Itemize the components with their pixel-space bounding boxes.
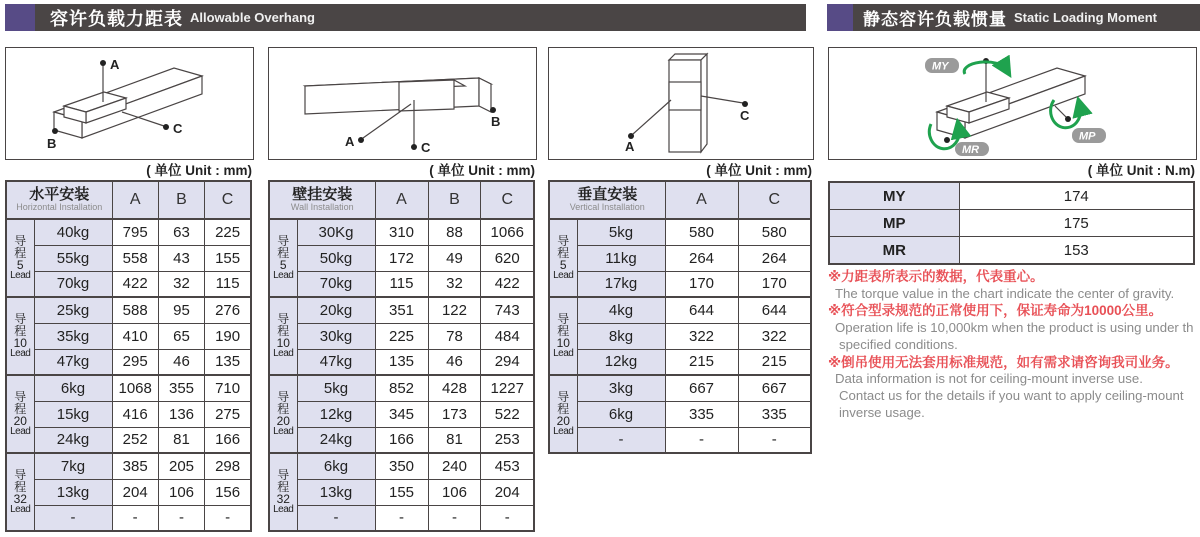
value-cell: 153 xyxy=(959,237,1194,265)
load-cell: 25kg xyxy=(34,297,112,323)
table-row xyxy=(829,237,1194,265)
point-c-dot xyxy=(411,144,417,150)
unit-label-mm: ( 单位 Unit : mm) xyxy=(429,163,535,178)
value-cell: 453 xyxy=(481,453,534,479)
value-cell: 95 xyxy=(158,297,204,323)
table-row xyxy=(269,271,534,297)
unit-label-mm: ( 单位 Unit : mm) xyxy=(706,163,812,178)
value-cell: 295 xyxy=(112,349,158,375)
note-en: Data information is not for ceiling-mount inverse use. xyxy=(835,371,1143,387)
wall-installation-table-wrap xyxy=(268,180,535,532)
section-title-cn: 静态容许负载惯量 xyxy=(863,10,1007,29)
lead-cell-line: 5 xyxy=(279,258,287,273)
column-header-a: A xyxy=(375,181,428,219)
lead-cell-line: 程 xyxy=(277,401,290,416)
lead-cell-line: 20 xyxy=(276,414,290,429)
table-row xyxy=(6,401,251,427)
column-header-c: C xyxy=(205,181,251,219)
value-cell: 253 xyxy=(481,427,534,453)
lead-cell-line: Lead xyxy=(10,504,31,516)
value-cell: - xyxy=(665,427,738,453)
table-row xyxy=(549,427,811,453)
table-row xyxy=(269,219,534,245)
installation-title-en: Wall Installation xyxy=(290,202,354,213)
label-a: A xyxy=(345,134,355,149)
value-cell: 355 xyxy=(158,375,204,401)
value-cell: 135 xyxy=(375,349,428,375)
table-row xyxy=(549,297,811,323)
value-cell: 32 xyxy=(428,271,481,297)
column-header-c: C xyxy=(738,181,811,219)
value-cell: 345 xyxy=(375,401,428,427)
value-cell: 264 xyxy=(738,245,811,271)
point-a-dot xyxy=(100,60,106,66)
value-cell: 225 xyxy=(375,323,428,349)
value-cell: 122 xyxy=(428,297,481,323)
label-c: C xyxy=(740,108,750,123)
installation-title-en: Horizontal Installation xyxy=(16,202,103,213)
value-cell: 310 xyxy=(375,219,428,245)
value-cell: - xyxy=(158,505,204,531)
value-cell: 106 xyxy=(158,479,204,505)
value-cell: 350 xyxy=(375,453,428,479)
note-en: specified conditions. xyxy=(839,336,958,352)
static-loading-moment-table-wrap xyxy=(828,181,1195,265)
load-cell: 15kg xyxy=(34,401,112,427)
label-b: B xyxy=(491,114,501,129)
load-cell: 47kg xyxy=(34,349,112,375)
load-cell: 40kg xyxy=(34,219,112,245)
table-row xyxy=(6,297,251,323)
value-cell: - xyxy=(112,505,158,531)
value-cell: 795 xyxy=(112,219,158,245)
lead-cell-line: 程 xyxy=(14,245,27,260)
mr-axis-dot xyxy=(944,137,950,143)
label-a: A xyxy=(625,139,635,154)
value-cell: - xyxy=(375,505,428,531)
load-cell: 50kg xyxy=(297,245,375,271)
load-cell: 47kg xyxy=(297,349,375,375)
load-cell: 70kg xyxy=(34,271,112,297)
table-row xyxy=(6,453,251,479)
value-cell: 667 xyxy=(738,375,811,401)
table-row xyxy=(269,323,534,349)
moment-label-cell: MP xyxy=(829,210,959,237)
vertical-installation-diagram xyxy=(548,47,814,160)
value-cell: 240 xyxy=(428,453,481,479)
value-cell: 204 xyxy=(112,479,158,505)
lead-group-cell xyxy=(549,297,577,375)
table-row xyxy=(549,245,811,271)
note-en: Operation life is 10,000km when the product is using under th xyxy=(835,319,1194,335)
value-cell: 155 xyxy=(205,245,251,271)
static-loading-moment-table xyxy=(828,181,1195,265)
lead-cell-line: 程 xyxy=(14,401,27,416)
lead-cell-line: 导 xyxy=(277,467,290,482)
lead-cell-line: 5 xyxy=(16,258,24,273)
column-header-b: B xyxy=(428,181,481,219)
value-cell: 710 xyxy=(205,375,251,401)
load-cell: 4kg xyxy=(577,297,665,323)
value-cell: 276 xyxy=(205,297,251,323)
header-accent-square xyxy=(827,4,853,31)
label-b: B xyxy=(47,136,57,151)
value-cell: 667 xyxy=(665,375,738,401)
value-cell: 422 xyxy=(112,271,158,297)
installation-title-cell xyxy=(6,181,112,219)
value-cell: 264 xyxy=(665,245,738,271)
value-cell: 204 xyxy=(481,479,534,505)
column-header-a: A xyxy=(112,181,158,219)
load-cell: 6kg xyxy=(577,401,665,427)
value-cell: 322 xyxy=(738,323,811,349)
value-cell: 428 xyxy=(428,375,481,401)
value-cell: - xyxy=(481,505,534,531)
table-header-row xyxy=(6,181,251,219)
value-cell: 588 xyxy=(112,297,158,323)
load-cell: - xyxy=(297,505,375,531)
lead-cell-line: 10 xyxy=(13,336,27,351)
lead-cell-line: Lead xyxy=(10,348,31,360)
lead-group-cell xyxy=(269,219,297,297)
lead-cell-line: 导 xyxy=(557,389,570,404)
point-b-dot xyxy=(490,107,496,113)
horizontal-installation-diagram xyxy=(5,47,254,160)
table-row xyxy=(6,427,251,453)
value-cell: 335 xyxy=(665,401,738,427)
lead-group-cell xyxy=(269,297,297,375)
table-row xyxy=(269,297,534,323)
value-cell: 49 xyxy=(428,245,481,271)
table-row xyxy=(6,505,251,531)
lead-cell-line: 导 xyxy=(277,311,290,326)
table-row xyxy=(549,349,811,375)
lead-cell-line: 导 xyxy=(14,389,27,404)
load-cell: 30Kg xyxy=(297,219,375,245)
unit-label-nm: ( 单位 Unit : N.m) xyxy=(1087,163,1195,178)
value-cell: 416 xyxy=(112,401,158,427)
load-cell: 3kg xyxy=(577,375,665,401)
installation-title-cn: 垂直安装 xyxy=(577,185,638,203)
value-cell: 215 xyxy=(665,349,738,375)
column-header-c: C xyxy=(481,181,534,219)
table-row xyxy=(549,219,811,245)
value-cell: 215 xyxy=(738,349,811,375)
load-cell: 20kg xyxy=(297,297,375,323)
lead-cell-line: 32 xyxy=(276,492,290,507)
value-cell: 275 xyxy=(205,401,251,427)
table-row xyxy=(269,479,534,505)
load-cell: 8kg xyxy=(577,323,665,349)
note-en: inverse usage. xyxy=(839,405,925,421)
column-header-b: B xyxy=(158,181,204,219)
header-accent-square xyxy=(5,4,35,31)
value-cell: 172 xyxy=(375,245,428,271)
load-cell: 35kg xyxy=(34,323,112,349)
lead-cell-line: 5 xyxy=(559,258,567,273)
value-cell: 410 xyxy=(112,323,158,349)
table-row xyxy=(269,349,534,375)
value-cell: 484 xyxy=(481,323,534,349)
load-cell: 11kg xyxy=(577,245,665,271)
lead-cell-line: 10 xyxy=(276,336,290,351)
value-cell: 190 xyxy=(205,323,251,349)
value-cell: 43 xyxy=(158,245,204,271)
column-header-a: A xyxy=(665,181,738,219)
lead-cell-line: 32 xyxy=(13,492,27,507)
note-cn: ※倒吊使用无法套用标准规范，如有需求请咨询我司业务。 xyxy=(828,354,1179,370)
lead-cell-line: Lead xyxy=(273,270,294,282)
load-cell: 24kg xyxy=(34,427,112,453)
section-title-en: Static Loading Moment xyxy=(1014,10,1157,25)
lead-cell-line: 20 xyxy=(556,414,570,429)
value-cell: 78 xyxy=(428,323,481,349)
lead-group-cell xyxy=(549,375,577,453)
installation-title-cn: 水平安装 xyxy=(29,185,90,203)
note-cn: ※力距表所表示的数据，代表重心。 xyxy=(828,269,1044,284)
lead-group-cell xyxy=(269,453,297,531)
value-cell: 166 xyxy=(205,427,251,453)
label-a: A xyxy=(110,57,120,72)
lead-group-cell xyxy=(269,375,297,453)
point-b-dot xyxy=(52,128,58,134)
value-cell: 106 xyxy=(428,479,481,505)
table-row xyxy=(829,182,1194,210)
lead-cell-line: Lead xyxy=(553,348,574,360)
table-row xyxy=(6,245,251,271)
load-cell: 24kg xyxy=(297,427,375,453)
value-cell: 1227 xyxy=(481,375,534,401)
label-mp: MP xyxy=(1079,130,1096,143)
mp-axis-dot xyxy=(1065,116,1071,122)
load-cell: - xyxy=(577,427,665,453)
value-cell: 205 xyxy=(158,453,204,479)
lead-cell-line: 10 xyxy=(556,336,570,351)
table-row xyxy=(6,479,251,505)
rail-vertical-drawing xyxy=(549,48,811,157)
value-cell: 351 xyxy=(375,297,428,323)
value-cell: 1066 xyxy=(481,219,534,245)
label-c: C xyxy=(421,140,431,155)
value-cell: 852 xyxy=(375,375,428,401)
lead-cell-line: 导 xyxy=(14,467,27,482)
lead-group-cell xyxy=(6,453,34,531)
table-row xyxy=(549,271,811,297)
value-cell: 136 xyxy=(158,401,204,427)
value-cell: 294 xyxy=(481,349,534,375)
moment-label-cell: MY xyxy=(829,182,959,210)
load-cell: - xyxy=(34,505,112,531)
value-cell: 81 xyxy=(428,427,481,453)
value-cell: 422 xyxy=(481,271,534,297)
vertical-installation-table-wrap xyxy=(548,180,812,454)
value-cell: 46 xyxy=(428,349,481,375)
value-cell: 88 xyxy=(428,219,481,245)
value-cell: 32 xyxy=(158,271,204,297)
value-cell: 1068 xyxy=(112,375,158,401)
value-cell: 170 xyxy=(665,271,738,297)
table-row xyxy=(269,401,534,427)
point-c-dot xyxy=(742,101,748,107)
lead-cell-line: 程 xyxy=(277,323,290,338)
value-cell: 155 xyxy=(375,479,428,505)
value-cell: 115 xyxy=(205,271,251,297)
table-row xyxy=(6,323,251,349)
section-header-allowable-overhang xyxy=(5,4,806,31)
value-cell: 522 xyxy=(481,401,534,427)
load-cell: 12kg xyxy=(577,349,665,375)
value-cell: 166 xyxy=(375,427,428,453)
wall-installation-table xyxy=(268,180,535,532)
value-cell: - xyxy=(738,427,811,453)
load-cell: 6kg xyxy=(34,375,112,401)
table-header-row xyxy=(269,181,534,219)
label-mr: MR xyxy=(962,144,980,156)
unit-label-mm: ( 单位 Unit : mm) xyxy=(146,163,252,178)
table-row xyxy=(829,210,1194,237)
table-row xyxy=(6,349,251,375)
value-cell: - xyxy=(428,505,481,531)
installation-title-cell xyxy=(269,181,375,219)
value-cell: 620 xyxy=(481,245,534,271)
section-title-cn: 容许负载力距表 xyxy=(50,8,183,29)
rail-isometric-drawing xyxy=(6,48,251,157)
lead-cell-line: 导 xyxy=(557,311,570,326)
installation-title-cn: 壁挂安装 xyxy=(292,185,353,203)
lead-cell-line: 导 xyxy=(277,233,290,248)
label-my: MY xyxy=(932,60,949,73)
load-cell: 17kg xyxy=(577,271,665,297)
value-cell: - xyxy=(205,505,251,531)
value-cell: 558 xyxy=(112,245,158,271)
value-cell: 65 xyxy=(158,323,204,349)
load-cell: 13kg xyxy=(34,479,112,505)
lead-cell-line: 程 xyxy=(14,323,27,338)
value-cell: 46 xyxy=(158,349,204,375)
lead-cell-line: Lead xyxy=(273,504,294,516)
value-cell: 173 xyxy=(428,401,481,427)
section-title-en: Allowable Overhang xyxy=(190,10,315,25)
installation-title-en: Vertical Installation xyxy=(569,202,645,213)
value-cell: 175 xyxy=(959,210,1194,237)
value-cell: 170 xyxy=(738,271,811,297)
value-cell: 335 xyxy=(738,401,811,427)
lead-cell-line: 程 xyxy=(277,479,290,494)
value-cell: 580 xyxy=(665,219,738,245)
table-row xyxy=(269,427,534,453)
table-row xyxy=(6,219,251,245)
note-en: Contact us for the details if you want to apply ceiling-mount xyxy=(839,388,1184,404)
table-row xyxy=(269,245,534,271)
rail-side-drawing xyxy=(269,48,534,157)
load-cell: 12kg xyxy=(297,401,375,427)
horizontal-installation-table-wrap xyxy=(5,180,252,532)
point-a-dot xyxy=(358,137,364,143)
value-cell: 252 xyxy=(112,427,158,453)
load-cell: 5kg xyxy=(577,219,665,245)
value-cell: 135 xyxy=(205,349,251,375)
lead-group-cell xyxy=(549,219,577,297)
value-cell: 298 xyxy=(205,453,251,479)
lead-cell-line: 导 xyxy=(14,233,27,248)
load-cell: 5kg xyxy=(297,375,375,401)
lead-cell-line: 导 xyxy=(557,233,570,248)
lead-cell-line: Lead xyxy=(553,270,574,282)
load-cell: 30kg xyxy=(297,323,375,349)
lead-group-cell xyxy=(6,375,34,453)
table-row xyxy=(549,323,811,349)
value-cell: 225 xyxy=(205,219,251,245)
horizontal-installation-table xyxy=(5,180,252,532)
lead-cell-line: 导 xyxy=(14,311,27,326)
lead-cell-line: 程 xyxy=(14,479,27,494)
rail-moment-drawing xyxy=(829,48,1194,157)
value-cell: 743 xyxy=(481,297,534,323)
lead-cell-line: 程 xyxy=(557,323,570,338)
lead-cell-line: 导 xyxy=(277,389,290,404)
lead-cell-line: 程 xyxy=(557,245,570,260)
lead-cell-line: Lead xyxy=(273,426,294,438)
value-cell: 63 xyxy=(158,219,204,245)
label-c: C xyxy=(173,121,183,136)
load-cell: 7kg xyxy=(34,453,112,479)
point-c-dot xyxy=(163,124,169,130)
load-cell: 70kg xyxy=(297,271,375,297)
section-header-static-loading-moment xyxy=(827,4,1200,31)
vertical-installation-table xyxy=(548,180,812,454)
lead-group-cell xyxy=(6,297,34,375)
value-cell: 156 xyxy=(205,479,251,505)
lead-cell-line: Lead xyxy=(10,426,31,438)
footnotes xyxy=(828,268,1200,458)
value-cell: 322 xyxy=(665,323,738,349)
lead-cell-line: Lead xyxy=(10,270,31,282)
table-row xyxy=(269,453,534,479)
value-cell: 385 xyxy=(112,453,158,479)
load-cell: 13kg xyxy=(297,479,375,505)
table-header-row xyxy=(549,181,811,219)
value-cell: 580 xyxy=(738,219,811,245)
table-row xyxy=(549,401,811,427)
static-moment-diagram xyxy=(828,47,1197,160)
load-cell: 6kg xyxy=(297,453,375,479)
load-cell: 55kg xyxy=(34,245,112,271)
table-row xyxy=(269,505,534,531)
moment-label-cell: MR xyxy=(829,237,959,265)
lead-cell-line: Lead xyxy=(273,348,294,360)
value-cell: 644 xyxy=(738,297,811,323)
note-en: The torque value in the chart indicate the center of gravity. xyxy=(835,285,1175,301)
lead-cell-line: Lead xyxy=(553,426,574,438)
table-row xyxy=(269,375,534,401)
table-row xyxy=(549,375,811,401)
value-cell: 644 xyxy=(665,297,738,323)
value-cell: 81 xyxy=(158,427,204,453)
wall-installation-diagram xyxy=(268,47,537,160)
table-row xyxy=(6,375,251,401)
lead-cell-line: 程 xyxy=(557,401,570,416)
lead-cell-line: 20 xyxy=(13,414,27,429)
note-cn: ※符合型录规范的正常使用下，保证寿命为10000公里。 xyxy=(828,303,1163,319)
value-cell: 115 xyxy=(375,271,428,297)
lead-group-cell xyxy=(6,219,34,297)
installation-title-cell xyxy=(549,181,665,219)
table-row xyxy=(6,271,251,297)
lead-cell-line: 程 xyxy=(277,245,290,260)
value-cell: 174 xyxy=(959,182,1194,210)
